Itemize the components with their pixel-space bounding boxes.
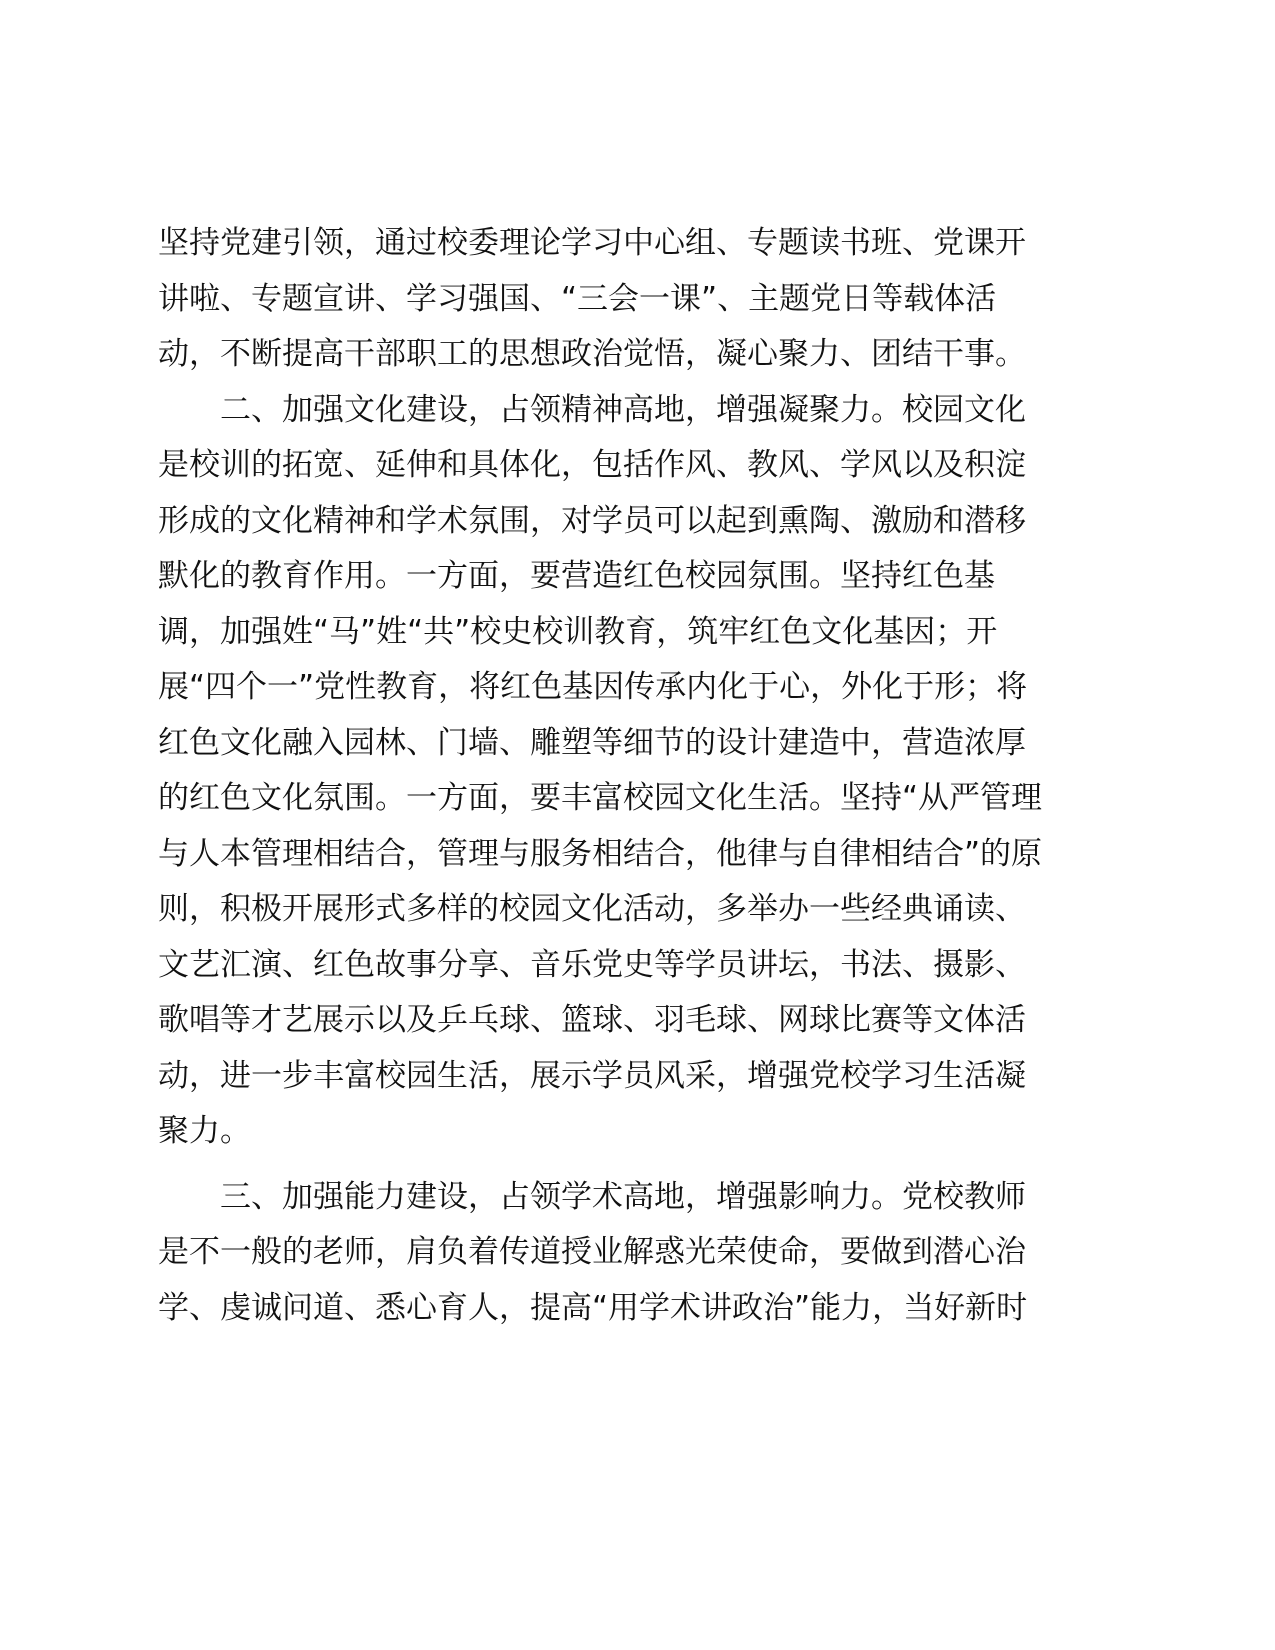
text-line: 是不一般的老师，肩负着传道授业解惑光荣使命，要做到潜心治 xyxy=(158,1234,1026,1270)
section-two-heading-line: 二、加强文化建设，占领精神高地，增强凝聚力。校园文化 xyxy=(220,391,1026,428)
text-line: 动，进一步丰富校园生活，展示学员风采，增强党校学习生活凝 xyxy=(158,1057,1026,1094)
text-line: 的红色文化氛围。一方面，要丰富校园文化生活。坚持“从严管理 xyxy=(158,780,1043,816)
text-line: 形成的文化精神和学术氛围，对学员可以起到熏陶、激励和潜移 xyxy=(158,502,1026,539)
body-text xyxy=(158,216,1078,1336)
text-line: 调，加强姓“马”姓“共”校史校训教育，筑牢红色文化基因；开 xyxy=(158,613,998,650)
text-line: 则，积极开展形式多样的校园文化活动，多举办一些经典诵读、 xyxy=(158,891,1026,927)
text-line: 聚力。 xyxy=(158,1113,251,1149)
text-line: 默化的教育作用。一方面，要营造红色校园氛围。坚持红色基 xyxy=(158,558,995,594)
text-line: 坚持党建引领，通过校委理论学习中心组、专题读书班、党课开 xyxy=(158,225,1026,261)
text-line: 讲啦、专题宣讲、学习强国、“三会一课”、主题党日等载体活 xyxy=(158,280,997,317)
text-line: 学、虔诚问道、悉心育人，提高“用学术讲政治”能力，当好新时 xyxy=(158,1289,1028,1326)
text-line: 是校训的拓宽、延伸和具体化，包括作风、教风、学风以及积淀 xyxy=(158,447,1026,483)
text-line: 红色文化融入园林、门墙、雕塑等细节的设计建造中，营造浓厚 xyxy=(158,724,1026,761)
text-line: 与人本管理相结合，管理与服务相结合，他律与自律相结合”的原 xyxy=(158,835,1043,872)
text-line: 动，不断提高干部职工的思想政治觉悟，凝心聚力、团结干事。 xyxy=(158,336,1026,372)
text-line: 歌唱等才艺展示以及乒乓球、篮球、羽毛球、网球比赛等文体活 xyxy=(158,1002,1026,1038)
section-three-heading-line: 三、加强能力建设，占领学术高地，增强影响力。党校教师 xyxy=(220,1178,1026,1215)
text-line: 展“四个一”党性教育，将红色基因传承内化于心，外化于形；将 xyxy=(158,669,1028,705)
paragraph-spacing xyxy=(158,1160,1078,1170)
text-line: 文艺汇演、红色故事分享、音乐党史等学员讲坛，书法、摄影、 xyxy=(158,946,1026,983)
